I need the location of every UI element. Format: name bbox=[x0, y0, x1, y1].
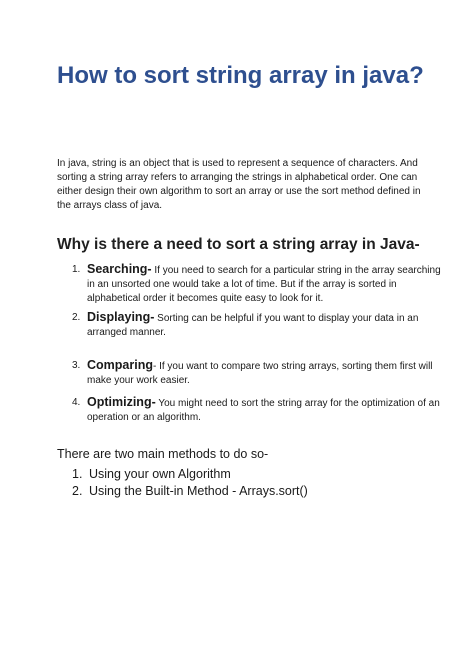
list-number: 3. bbox=[72, 360, 81, 371]
method-item-built-in bbox=[57, 483, 437, 500]
intro-paragraph: In java, string is an object that is used to represent a sequence of characters. And sorting a string array refers to arranging the strings in alphabetical order. One can either design their own algorithm to sort an array or use the sort method defined in the arrays class of java. bbox=[57, 158, 421, 211]
reason-text: Sorting can be helpful if you want to display your data in an arranged manner. bbox=[87, 313, 419, 338]
reason-text: You might need to sort the string array for the optimization of an operation or an algorithm. bbox=[87, 398, 440, 423]
reason-term: Searching- bbox=[87, 262, 152, 276]
reason-text: - If you want to compare two string arrays, sorting them first will make your work easier. bbox=[87, 361, 433, 386]
page-title: How to sort string array in java? bbox=[57, 62, 424, 89]
reason-body bbox=[87, 395, 441, 425]
reason-body bbox=[87, 358, 441, 388]
methods-list bbox=[57, 466, 437, 500]
reason-text: If you need to search for a particular string in the array searching in an unsorted one would take a lot of time. But if the array is sorted in alphabetical order it becomes quite easy to look for it. bbox=[87, 265, 441, 304]
method-text: Using the Built-in Method - Arrays.sort() bbox=[89, 484, 308, 498]
list-number: 4. bbox=[72, 397, 81, 408]
reason-body bbox=[87, 310, 441, 340]
list-number: 2. bbox=[72, 484, 83, 498]
methods-intro: There are two main methods to do so- bbox=[57, 447, 269, 461]
list-number: 2. bbox=[72, 312, 81, 323]
section-heading: Why is there a need to sort a string array in Java- bbox=[57, 236, 420, 253]
reason-term: Displaying- bbox=[87, 310, 155, 324]
method-text: Using your own Algorithm bbox=[89, 467, 231, 481]
reason-term: Comparing bbox=[87, 358, 153, 372]
list-number: 1. bbox=[72, 264, 81, 275]
list-number: 1. bbox=[72, 467, 83, 481]
reason-term: Optimizing- bbox=[87, 395, 156, 409]
method-item-own-algorithm bbox=[57, 466, 437, 483]
reason-body bbox=[87, 262, 441, 306]
